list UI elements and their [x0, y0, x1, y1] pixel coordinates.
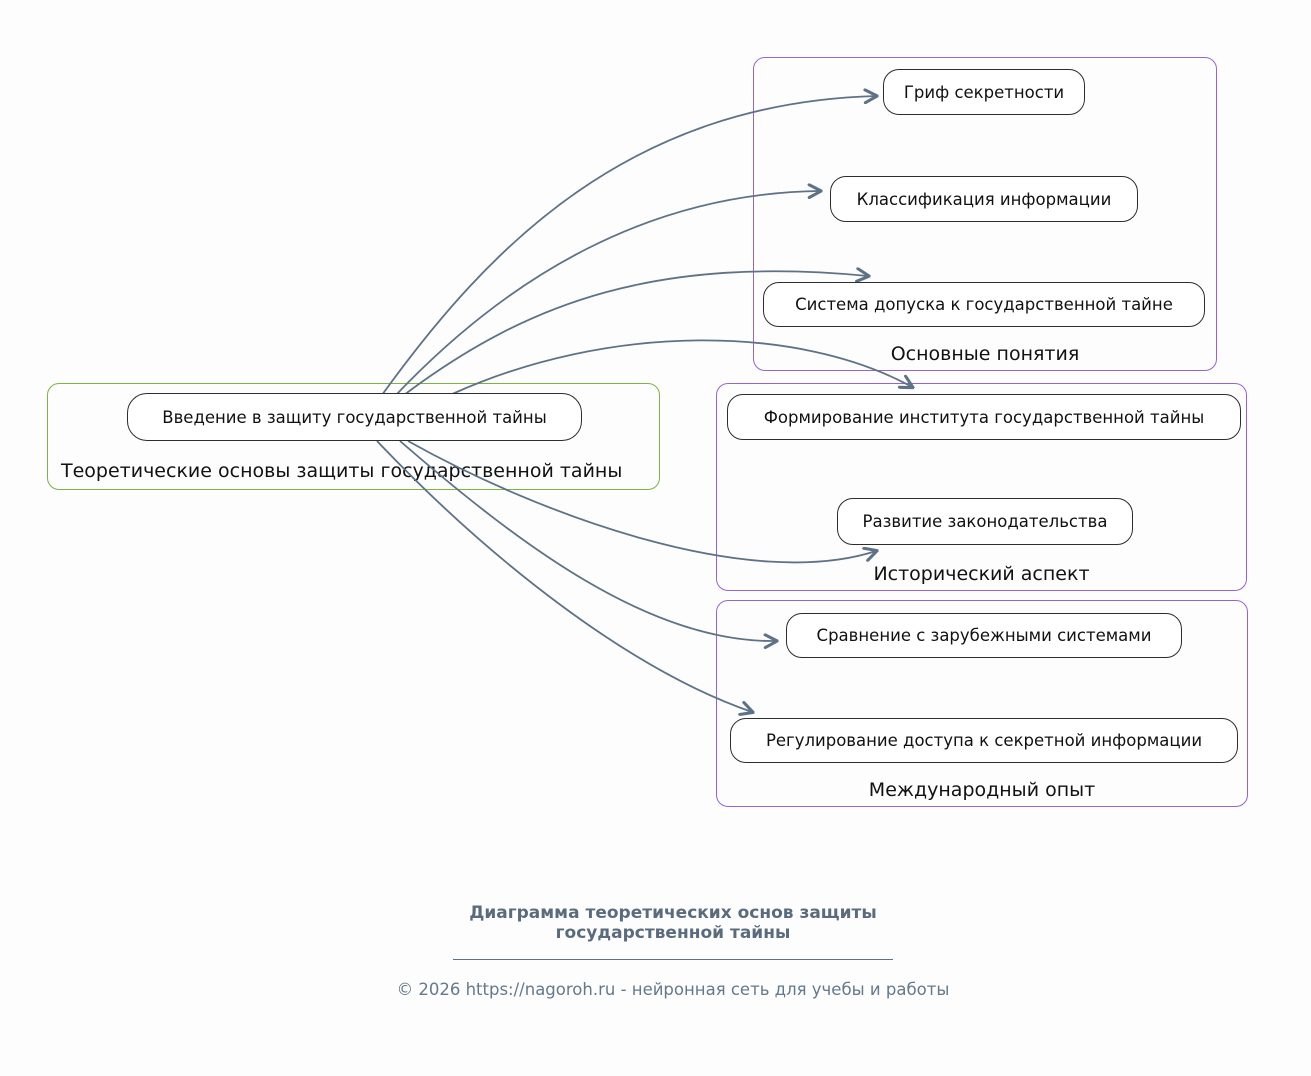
node-grif-sekretnosti: Гриф секретности [883, 69, 1085, 115]
edge-intro-to-formirovanie [450, 340, 912, 395]
edge-intro-to-klassifikacija [396, 191, 820, 395]
group-label-basic-concepts: Основные понятия [890, 343, 1080, 365]
node-sistema-dopuska: Система допуска к государственной тайне [763, 282, 1205, 327]
node-razvitie-zakonodatelstva: Развитие законодательства [837, 498, 1133, 545]
footer-title-line1: Диаграмма теоретических основ защиты [469, 903, 877, 923]
node-introduction: Введение в защиту государственной тайны [127, 393, 582, 441]
edge-intro-to-grif [382, 96, 876, 395]
edge-intro-to-sravnenie [400, 441, 776, 641]
group-label-theoretical-foundations: Теоретические основы защиты государственной тайны [61, 460, 623, 482]
footer-title-line2: государственной тайны [555, 923, 791, 944]
group-label-historical-aspect: Исторический аспект [873, 563, 1090, 585]
group-label-international-experience: Международный опыт [868, 779, 1096, 801]
edge-intro-to-razvitie [408, 441, 876, 562]
node-regulirovanie-dostupa: Регулирование доступа к секретной информации [730, 718, 1238, 763]
footer-copyright: © 2026 https://nagoroh.ru - нейронная сеть для учебы и работы [396, 980, 950, 999]
node-sravnenie-s-zarubezhnymi: Сравнение с зарубежными системами [786, 613, 1182, 658]
node-klassifikacija-informacii: Классификация информации [830, 176, 1138, 222]
edge-intro-to-regulirovanie [377, 441, 752, 712]
node-formirovanie-instituta: Формирование института государственной тайны [727, 394, 1241, 440]
